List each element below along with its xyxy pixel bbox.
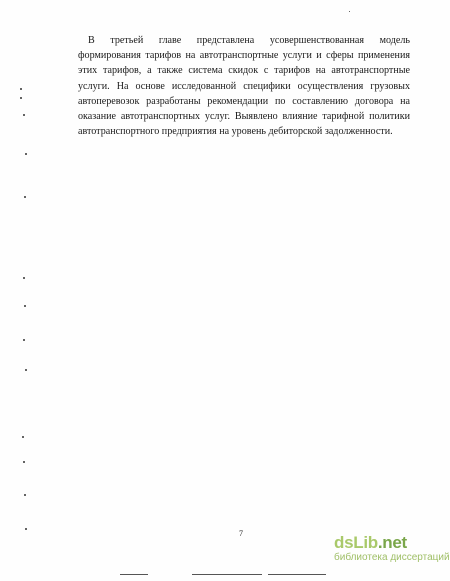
scan-mark: [23, 114, 25, 116]
watermark-logo-main: dsLib: [334, 533, 378, 552]
scan-mark: [24, 305, 26, 307]
scan-mark: [25, 369, 27, 371]
scan-edge-line: [268, 574, 326, 575]
scan-mark: [25, 153, 27, 155]
scan-edge-line: [192, 574, 262, 575]
scan-mark: [20, 97, 22, 99]
body-paragraph: В третьей главе представлена усовершенствованная модель формирования тарифов на автотранспортные услуги и сферы применения этих тарифов, а также система скидок с тарифов на автотранспортные услуги. На основе исследованной специфики осуществления грузовых автоперевозок разработаны рекомендации по составлению договора на оказание автотранспортных услуг. Выявлено влияние тарифной политики автотранспортного предприятия на уровень дебиторской задолженности.: [78, 35, 410, 138]
page-number: 7: [239, 529, 243, 538]
scan-mark: [20, 88, 22, 90]
scan-mark: [24, 494, 26, 496]
scan-mark: [23, 277, 25, 279]
scan-mark: [24, 196, 26, 198]
watermark-logo: [334, 534, 446, 552]
scan-mark: [23, 461, 25, 463]
scan-mark: [25, 528, 27, 530]
watermark-tagline: библиотека диссертаций: [334, 552, 450, 563]
scan-edge-line: [120, 574, 148, 575]
scan-mark: [349, 11, 350, 12]
watermark-logo-tld: .net: [377, 533, 407, 552]
scan-mark: [22, 436, 24, 438]
dslib-watermark: [334, 533, 450, 574]
scan-mark: [23, 339, 25, 341]
